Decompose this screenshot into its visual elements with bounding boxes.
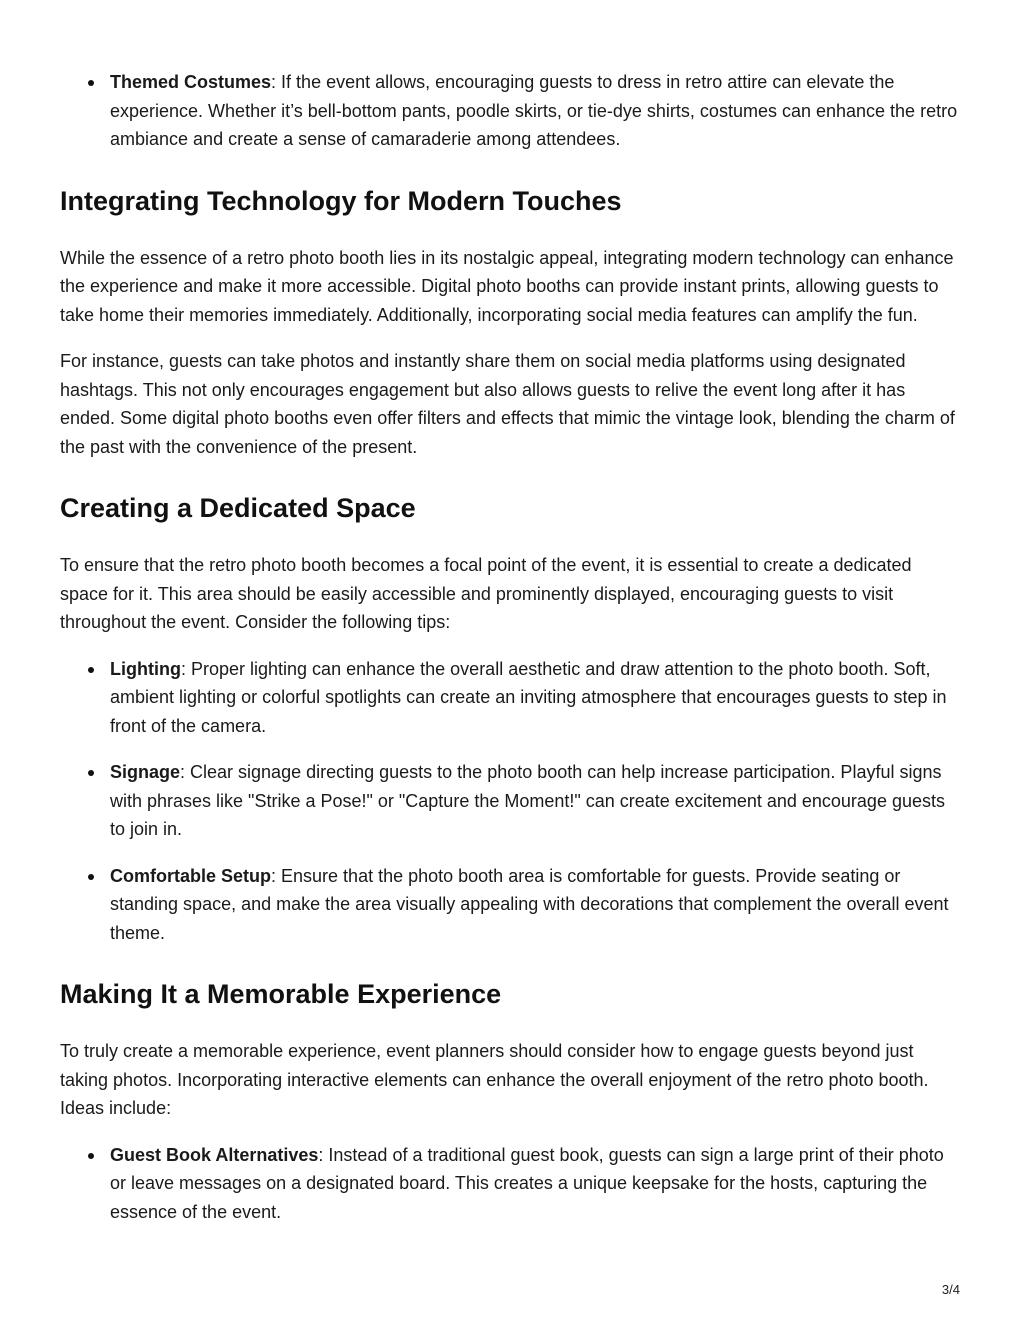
- list-item: [110, 655, 960, 741]
- section-heading-space: Creating a Dedicated Space: [60, 493, 416, 523]
- paragraph: To truly create a memorable experience, event planners should consider how to engage guests beyond just taking photos. Incorporating interactive elements can enhance the overall enjoyment of the retro photo booth. Ideas include:: [60, 1041, 929, 1118]
- bullet-text: : Proper lighting can enhance the overall aesthetic and draw attention to the photo booth. Soft, ambient lighting or colorful spotlights can create an inviting atmosphere that encourages guests to step in front of the camera.: [110, 658, 947, 736]
- section-heading-memorable: Making It a Memorable Experience: [60, 979, 502, 1009]
- paragraph: While the essence of a retro photo booth lies in its nostalgic appeal, integrating modern technology can enhance the experience and make it more accessible. Digital photo booths can provide instant prints, allowing guests to take home their memories immediately. Additionally, incorporating social media features can amplify the fun.: [60, 247, 954, 325]
- list-item: [110, 1141, 960, 1227]
- page-number: 3/4: [941, 1282, 960, 1297]
- list-item: [110, 758, 960, 844]
- bullet-term: Comfortable Setup: [110, 865, 272, 886]
- paragraph: To ensure that the retro photo booth becomes a focal point of the event, it is essential to create a dedicated space for it. This area should be easily accessible and prominently displayed, encouraging guests to visit throughout the event. Consider the following tips:: [60, 555, 912, 632]
- list-item: [110, 862, 960, 948]
- bullet-text: : If the event allows, encouraging guests to dress in retro attire can elevate the experience. Whether it’s bell-bottom pants, poodle skirts, or tie-dye shirts, costumes can enhance the retro ambiance and create a sense of camaraderie among attendees.: [110, 72, 958, 149]
- paragraph: For instance, guests can take photos and instantly share them on social media platforms using designated hashtags. This not only encourages engagement but also allows guests to relive the event long after it has ended. Some digital photo booths even offer filters and effects that mimic the vintage look, blending the charm of the past with the convenience of the present.: [60, 351, 955, 457]
- bullet-text: : Clear signage directing guests to the photo booth can help increase participation. Playful signs with phrases like "Strike a Pose!" or "Capture the Moment!" can create excitement and encourage guests to join in.: [110, 762, 945, 839]
- bullet-term: Lighting: [110, 658, 181, 679]
- bullet-term: Themed Costumes: [110, 72, 272, 92]
- bullet-term: Guest Book Alternatives: [110, 1144, 319, 1165]
- bullet-term: Signage: [110, 762, 181, 782]
- bullet-text: : Instead of a traditional guest book, guests can sign a large print of their photo or leave messages on a designated board. This creates a unique keepsake for the hosts, capturing the essence of the event.: [110, 1144, 944, 1222]
- document-page: [60, 68, 960, 1244]
- section-heading-technology: Integrating Technology for Modern Touches: [60, 185, 622, 216]
- memorable-bullet-list: [60, 1141, 960, 1227]
- intro-bullet-list: [60, 68, 960, 154]
- list-item: [110, 68, 960, 154]
- bullet-text: : Ensure that the photo booth area is comfortable for guests. Provide seating or standing space, and make the area visually appealing with decorations that complement the overall event theme.: [110, 865, 949, 943]
- space-bullet-list: [60, 655, 960, 948]
